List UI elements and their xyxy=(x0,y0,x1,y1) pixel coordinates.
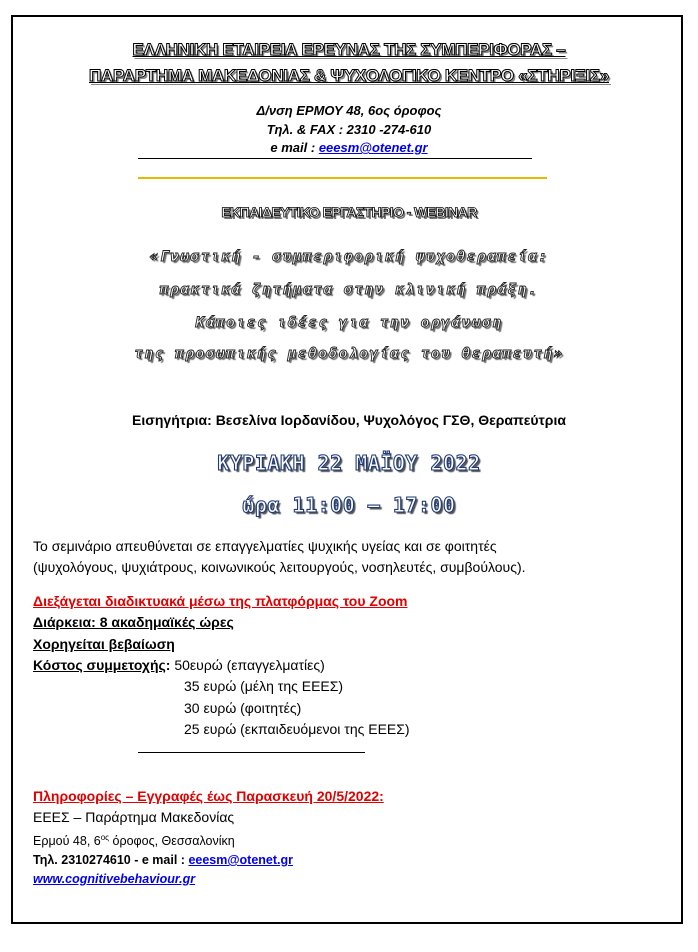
audience-line-1: Το σεμινάριο απευθύνεται σε επαγγελματίες ψυχικής υγείας και σε φοιτητές xyxy=(33,538,497,554)
cost-label: Κόστος συμμετοχής xyxy=(33,657,166,673)
speaker: Εισηγήτρια: Βεσελίνα Ιορδανίδου, Ψυχολόγος ΓΣΘ, Θεραπεύτρια xyxy=(132,412,566,428)
event-date: ΚΥΡΙΑΚΗ 22 ΜΑΪΟΥ 2022 xyxy=(217,451,481,475)
title-line-3: Κάποιες ιδέες για την οργάνωση xyxy=(195,315,503,331)
org-title-line2: ΠΑΡΑΡΤΗΜΑ ΜΑΚΕΔΟΝΙΑΣ & ΨΥΧΟΛΟΓΙΚΟ ΚΕΝΤΡΟ «ΣΤΗΡΙΞΙΣ» xyxy=(89,66,609,85)
cost-item-3: 30 ευρώ (φοιτητές) xyxy=(184,700,302,716)
footer-divider xyxy=(138,752,365,753)
website-link[interactable]: www.cognitivebehaviour.gr xyxy=(33,872,196,886)
workshop-label: ΕΚΠΑΙΔΕΥΤΙΚΟ ΕΡΓΑΣΤΗΡΙΟ - WEBINAR xyxy=(221,204,477,220)
gold-divider xyxy=(138,177,547,179)
audience-line-2: (ψυχολόγους, ψυχιάτρους, κοινωνικούς λειτουργούς, νοσηλευτές, συμβούλους). xyxy=(33,559,526,575)
cost-item-1: 50ευρώ (επαγγελματίες) xyxy=(174,657,325,673)
info-contact-line xyxy=(33,853,293,867)
info-email-link[interactable]: eeesm@otenet.gr xyxy=(188,853,294,867)
title-line-4: της προσωπικής μεθοδολογίας του θεραπευτή» xyxy=(134,346,564,362)
contact-email-label: e mail : xyxy=(270,140,316,155)
org-title-line1: ΕΛΛΗΝΙΚΗ ΕΤΑΙΡΕΙΑ ΕΡΕΥΝΑΣ ΤΗΣ ΣΥΜΠΕΡΙΦΟΡΑΣ – xyxy=(132,40,566,59)
cost-item-2: 35 ευρώ (μέλη της ΕΕΕΣ) xyxy=(184,678,344,694)
header-divider xyxy=(138,158,532,159)
certificate-note: Χορηγείται βεβαίωση xyxy=(33,636,175,652)
cost-item-4: 25 ευρώ (εκπαιδευόμενοι της ΕΕΕΣ) xyxy=(184,721,410,737)
info-org: ΕΕΕΣ – Παράρτημα Μακεδονίας xyxy=(33,809,235,825)
contact-address: Δ/νση ΕΡΜΟΥ 48, 6ος όροφος xyxy=(256,103,442,118)
contact-email-link[interactable]: eeesm@otenet.gr xyxy=(318,140,428,155)
cost-row xyxy=(33,657,325,673)
online-note: Διεξάγεται διαδικτυακά μέσω της πλατφόρμας του Zoom xyxy=(33,593,408,609)
duration: Διάρκεια: 8 ακαδημαϊκές ώρες xyxy=(33,614,234,630)
contact-email-line xyxy=(0,140,698,155)
contact-phone: Τηλ. & FAX : 2310 -274-610 xyxy=(266,122,432,137)
title-line-2: πρακτικά ζητήματα στην κλινική πράξη. xyxy=(159,282,539,298)
info-address: Ερμού 48, $6^{o\varsigma}$ όροφος, Θεσσαλονίκη xyxy=(33,833,235,849)
info-heading: Πληροφορίες – Εγγραφές έως Παρασκευή 20/5/2022: xyxy=(33,788,384,804)
event-time: ώρα 11:00 – 17:00 xyxy=(242,493,456,517)
title-line-1: «Γνωστική - συμπεριφορική ψυχοθεραπεία: xyxy=(149,249,549,265)
info-website-line xyxy=(33,872,195,886)
cost-colon: : xyxy=(165,657,171,673)
info-phone: Τηλ. 2310274610 - e mail : xyxy=(33,853,185,867)
